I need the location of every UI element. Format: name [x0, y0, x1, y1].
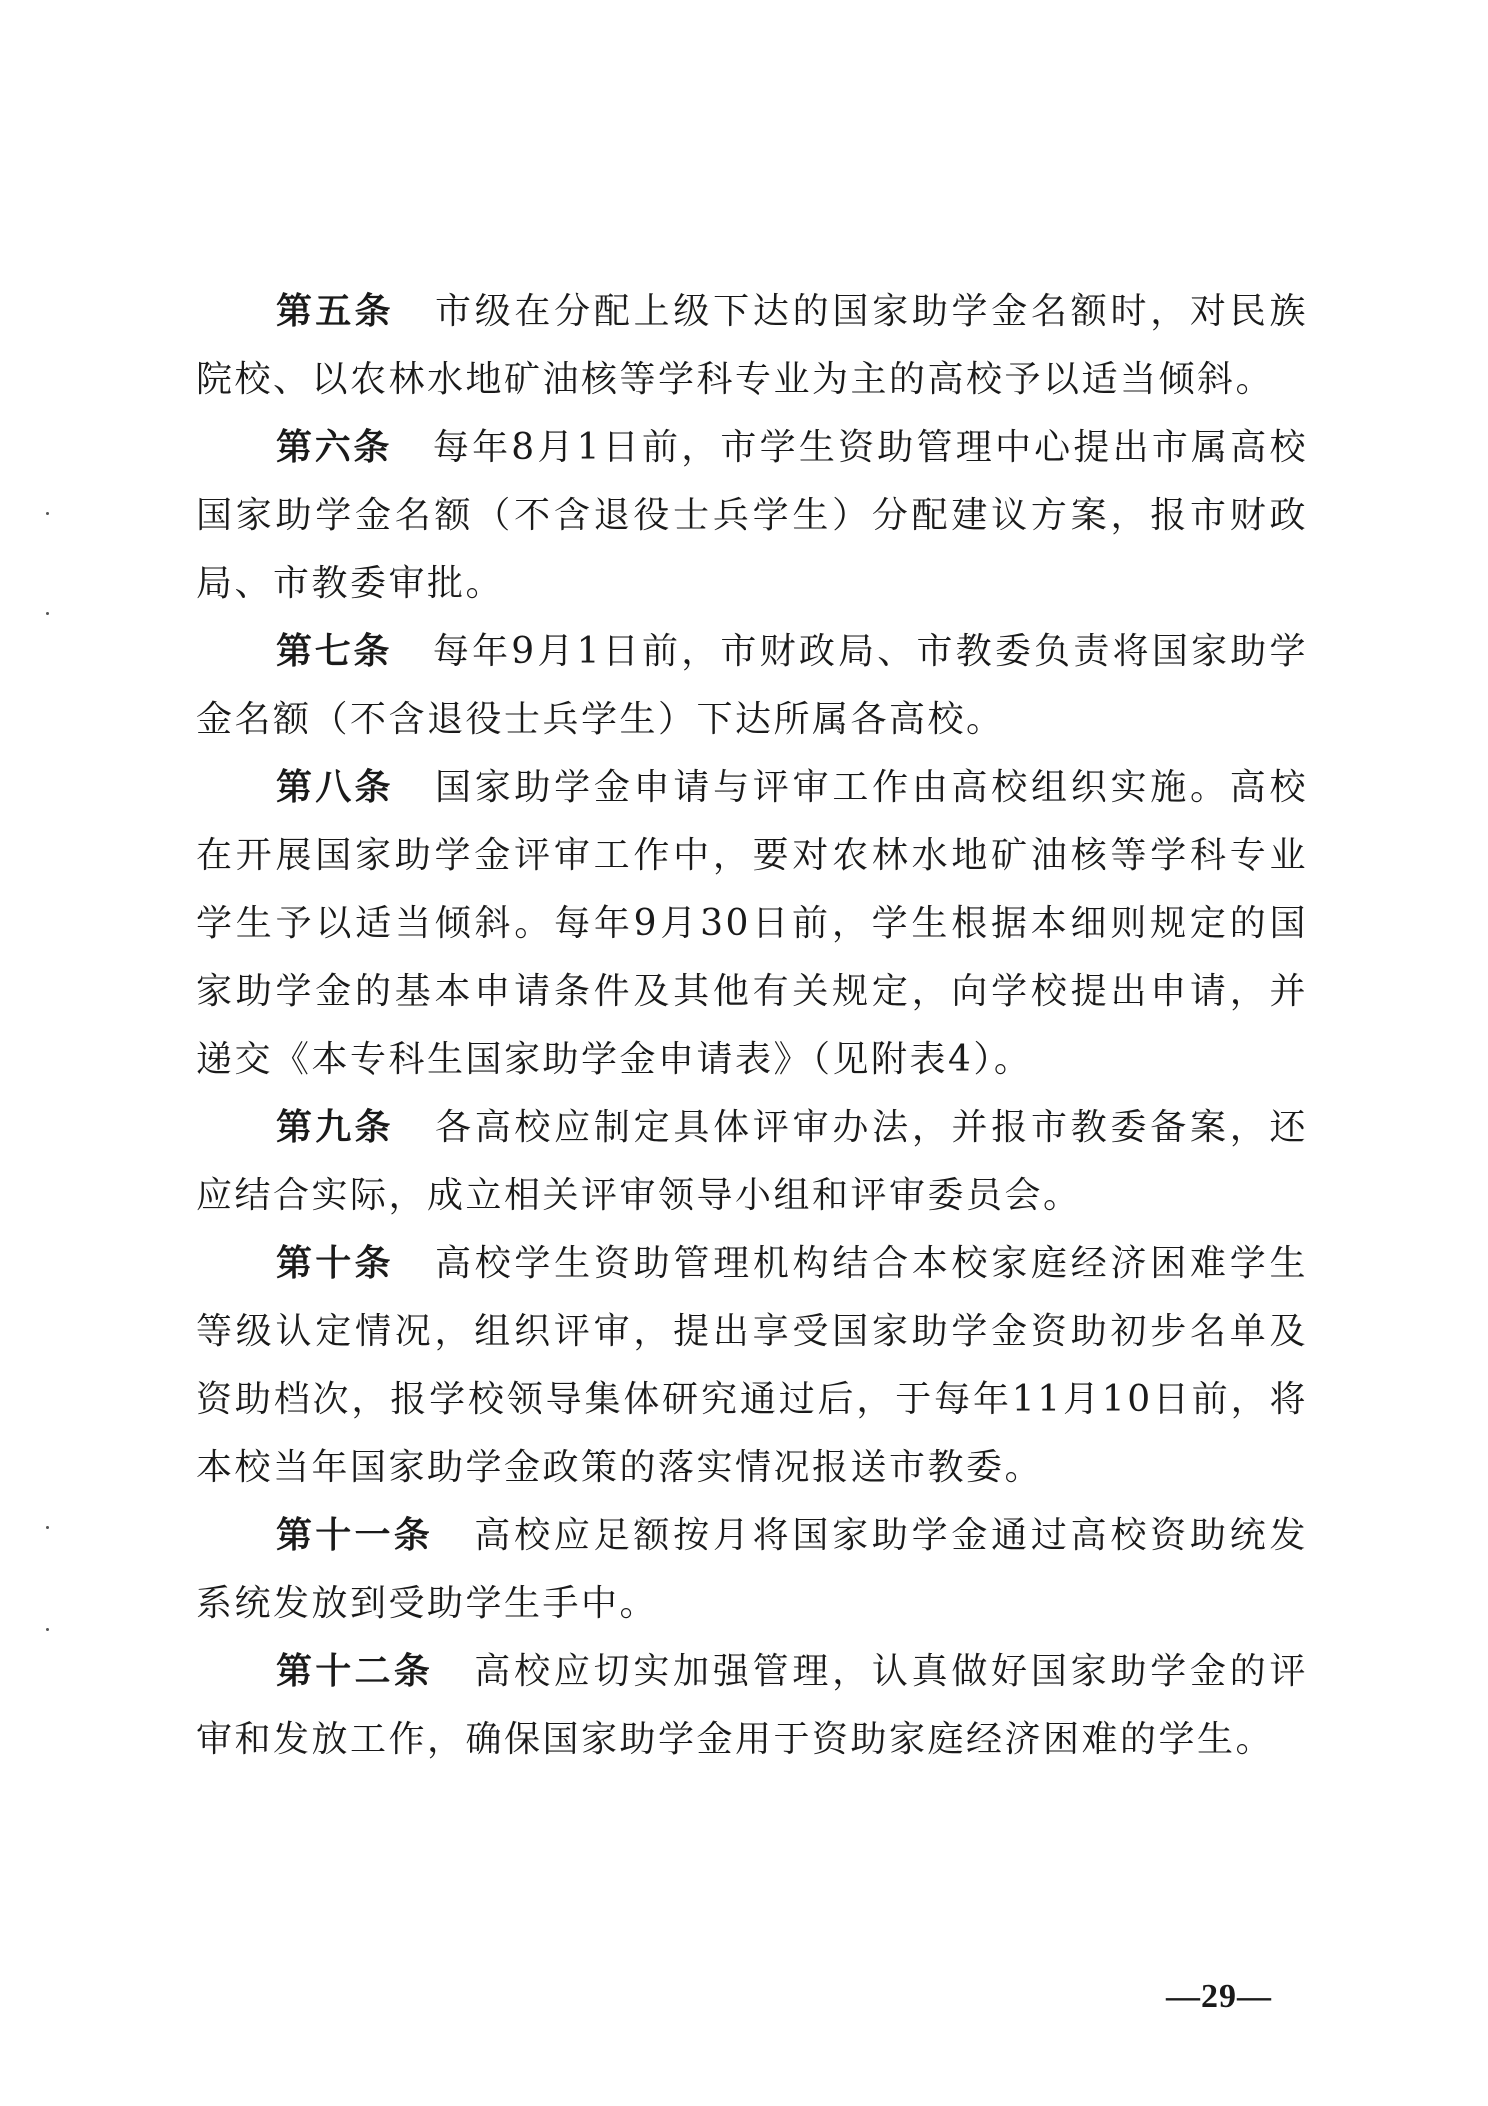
- article-paragraph: [196, 618, 1308, 754]
- margin-dot: [46, 512, 49, 515]
- article-text: 每年8月1日前，市学生资助管理中心提出市属高校国家助学金名额（不含退役士兵学生）分配建议方案，报市财政局、市教委审批。: [196, 427, 1308, 604]
- article-number: 第十一条: [276, 1515, 434, 1556]
- margin-dot: [46, 1628, 49, 1631]
- article-paragraph: [196, 754, 1308, 1094]
- article-paragraph: [196, 1230, 1308, 1502]
- article-number: 第十二条: [276, 1651, 434, 1692]
- document-body: [196, 278, 1308, 1774]
- article-number: 第十条: [276, 1243, 394, 1284]
- article-number: 第五条: [276, 291, 394, 332]
- margin-dot: [46, 1526, 49, 1529]
- article-number: 第六条: [276, 427, 393, 468]
- article-text: 市级在分配上级下达的国家助学金名额时，对民族院校、以农林水地矿油核等学科专业为主的高校予以适当倾斜。: [196, 291, 1308, 400]
- article-text: 各高校应制定具体评审办法，并报市教委备案，还应结合实际，成立相关评审领导小组和评审委员会。: [196, 1107, 1308, 1216]
- article-text: 高校应切实加强管理，认真做好国家助学金的评审和发放工作，确保国家助学金用于资助家庭经济困难的学生。: [196, 1651, 1308, 1760]
- article-paragraph: [196, 1502, 1308, 1638]
- article-paragraph: [196, 278, 1308, 414]
- article-paragraph: [196, 1638, 1308, 1774]
- article-number: 第七条: [276, 631, 393, 672]
- page-number: —29—: [1166, 1978, 1272, 2015]
- article-text: 国家助学金申请与评审工作由高校组织实施。高校在开展国家助学金评审工作中，要对农林水地矿油核等学科专业学生予以适当倾斜。每年9月30日前，学生根据本细则规定的国家助学金的基本申请条件及其他有关规定，向学校提出申请，并递交《本专科生国家助学金申请表》（见附表4）。: [196, 767, 1308, 1080]
- margin-dot: [46, 612, 49, 615]
- article-text: 高校应足额按月将国家助学金通过高校资助统发系统发放到受助学生手中。: [196, 1515, 1308, 1624]
- article-number: 第九条: [276, 1107, 394, 1148]
- article-text: 高校学生资助管理机构结合本校家庭经济困难学生等级认定情况，组织评审，提出享受国家助学金资助初步名单及资助档次，报学校领导集体研究通过后，于每年11月10日前，将本校当年国家助学金政策的落实情况报送市教委。: [196, 1243, 1308, 1488]
- article-text: 每年9月1日前，市财政局、市教委负责将国家助学金名额（不含退役士兵学生）下达所属各高校。: [196, 631, 1308, 740]
- article-paragraph: [196, 414, 1308, 618]
- article-paragraph: [196, 1094, 1308, 1230]
- article-number: 第八条: [276, 767, 394, 808]
